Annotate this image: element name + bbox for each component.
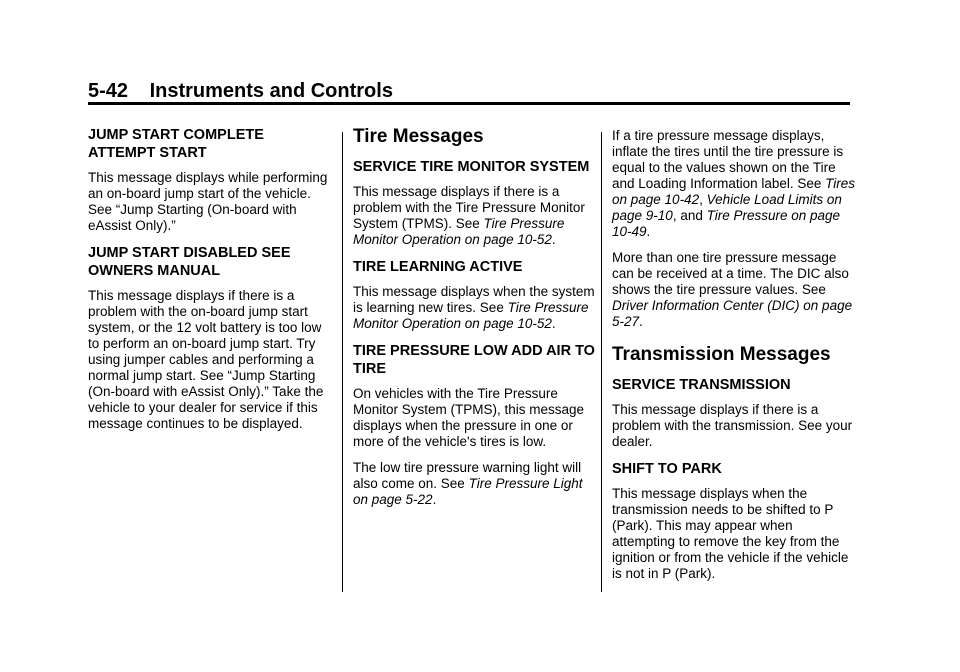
paragraph-multiple-messages (612, 250, 858, 330)
section-title: Instruments and Controls (149, 80, 393, 102)
paragraph-jump-start-disabled: This message displays if there is a problem with the on-board jump start system, or the 12 volt battery is too low to perform an on-board jump start. Try using jumper cables and performing a normal jump start. See “Jump Starting (On-board with eAssist Only).” Take the vehicle to your dealer for service if this message continues to be displayed. (88, 288, 324, 431)
heading-service-tire-monitor: SERVICE TIRE MONITOR SYSTEM (353, 159, 590, 175)
paragraph-shift-to-park: This message displays when the transmission needs to be shifted to P (Park). This may appear when attempting to remove the key from the ignition or from the vehicle if the vehicle is not in P (Park). (612, 486, 849, 581)
heading-shift-to-park: SHIFT TO PARK (612, 461, 722, 477)
heading-tire-learning-active: TIRE LEARNING ACTIVE (353, 259, 523, 275)
xref-tires[interactable]: Tires on page 10-42 (612, 176, 856, 207)
paragraph-end: . (551, 316, 556, 331)
column-1 (88, 126, 334, 442)
paragraph-text: This message displays when the system is learning new tires. See (353, 284, 595, 315)
paragraph-text: If a tire pressure message displays, inflate the tires until the tire pressure is equal to the values shown on the Tire and Loading Information label. See (612, 128, 844, 191)
separator: , and (672, 208, 707, 223)
xref-tpms-operation[interactable]: Tire Pressure Monitor Operation on page 10-52 (353, 216, 565, 247)
paragraph-text: The low tire pressure warning light will also come on. See (353, 460, 582, 491)
heading-tire-messages: Tire Messages (353, 126, 484, 147)
heading-tire-pressure-low: TIRE PRESSURE LOW ADD AIR TO TIRE (353, 343, 595, 377)
paragraph-end: . (551, 232, 556, 247)
paragraph-end: . (646, 224, 651, 239)
xref-vehicle-load-limits[interactable]: Vehicle Load Limits on page 9-10 (612, 192, 842, 223)
heading-transmission-messages: Transmission Messages (612, 344, 831, 365)
header-rule (88, 102, 850, 105)
column-divider-1 (342, 132, 343, 592)
column-3 (612, 128, 858, 592)
xref-driver-information-center[interactable]: Driver Information Center (DIC) on page 5-27 (612, 298, 853, 329)
paragraph-low-pressure-light (353, 460, 597, 508)
xref-tire-pressure[interactable]: Tire Pressure on page 10-49 (612, 208, 841, 239)
paragraph-inflate-tires (612, 128, 858, 240)
heading-service-transmission: SERVICE TRANSMISSION (612, 377, 791, 393)
heading-jump-start-disabled: JUMP START DISABLED SEE OWNERS MANUAL (88, 245, 291, 279)
paragraph-service-transmission: This message displays if there is a problem with the transmission. See your dealer. (612, 402, 853, 449)
page-header (88, 79, 850, 103)
heading-jump-start-complete: JUMP START COMPLETE ATTEMPT START (88, 127, 264, 161)
paragraph-text: More than one tire pressure message can be received at a time. The DIC also shows the tire pressure values. See (612, 250, 849, 297)
paragraph-end: . (639, 314, 643, 329)
paragraph-tire-learning-active (353, 284, 597, 332)
column-divider-2 (601, 132, 602, 592)
paragraph-text: This message displays if there is a problem with the Tire Pressure Monitor System (TPMS). See (353, 184, 585, 231)
xref-tpms-operation[interactable]: Tire Pressure Monitor Operation on page 10-52 (353, 300, 589, 331)
paragraph-jump-start-complete: This message displays while performing an on-board jump start of the vehicle. See “Jump Starting (On-board with eAssist Only).” (88, 170, 328, 233)
column-2 (353, 126, 597, 518)
paragraph-tire-pressure-low: On vehicles with the Tire Pressure Monitor System (TPMS), this message displays when the pressure in one or more of the vehicle's tires is low. (353, 386, 585, 449)
paragraph-service-tire-monitor (353, 184, 597, 248)
xref-tire-pressure-light[interactable]: Tire Pressure Light on page 5-22 (353, 476, 583, 507)
separator: , (699, 192, 707, 207)
paragraph-end: . (432, 492, 437, 507)
page-number: 5-42 (88, 80, 129, 102)
